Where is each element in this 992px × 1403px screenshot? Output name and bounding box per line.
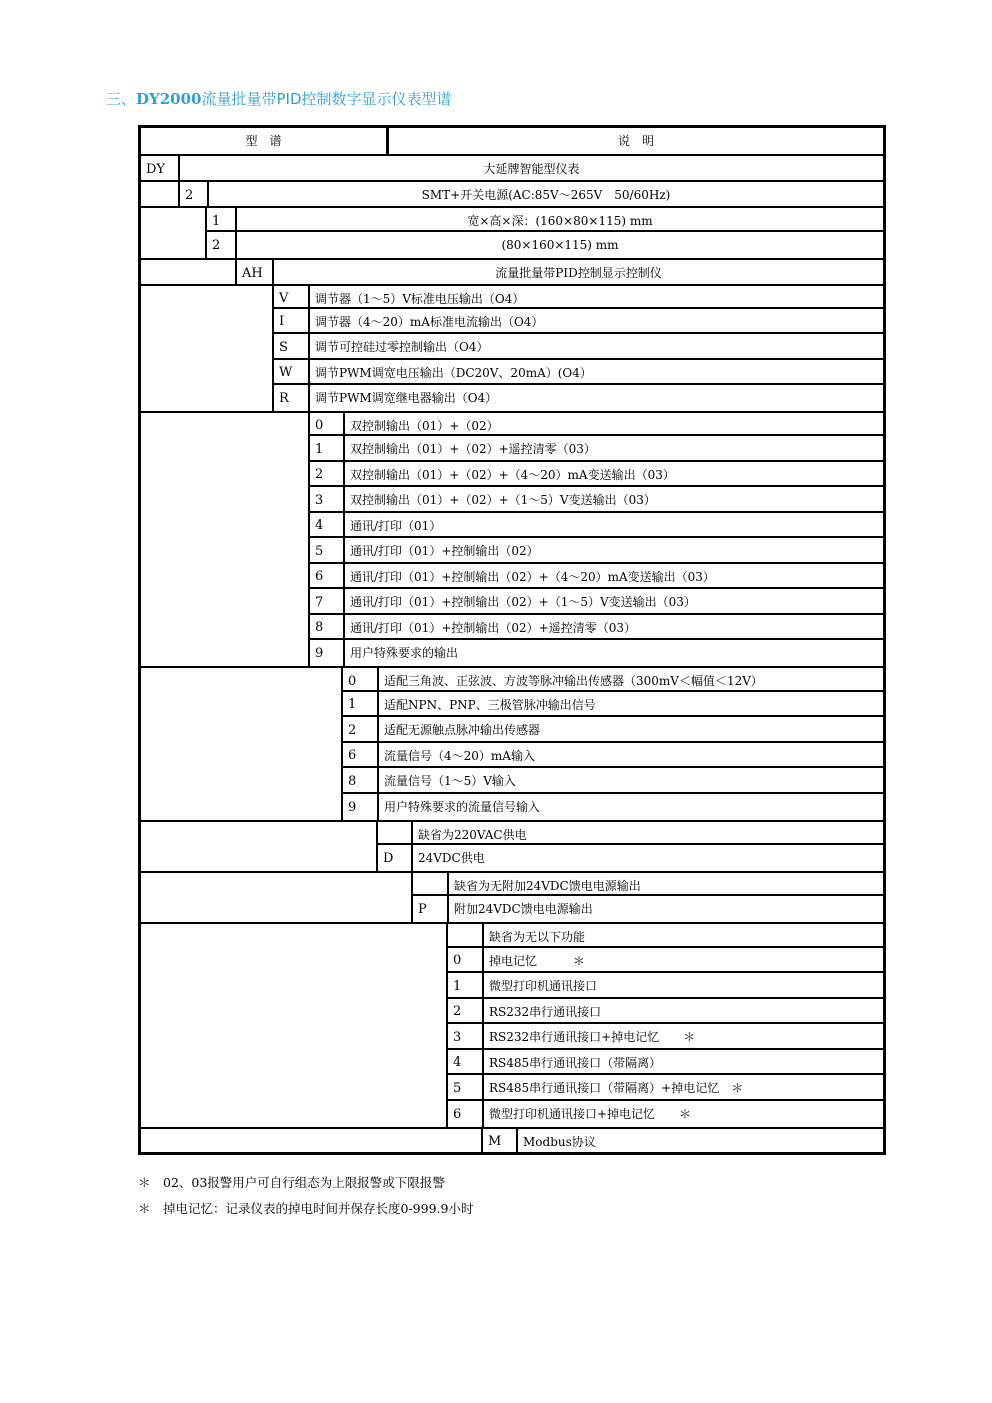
model-code: 8: [341, 768, 377, 794]
model-code: 5: [446, 1075, 482, 1101]
model-code: 0: [446, 948, 482, 973]
model-code: 2: [446, 999, 482, 1024]
model-code: 1: [446, 973, 482, 999]
model-description: 微型打印机通讯接口: [482, 973, 883, 999]
model-code: 7: [308, 589, 343, 615]
model-description: 通讯/打印（01）+控制输出（02）+（1～5）V变送输出（03）: [343, 589, 883, 615]
table-row: [141, 640, 883, 666]
model-description: 双控制输出（01）+（02）: [343, 413, 883, 438]
model-description: 微型打印机通讯接口+掉电记忆 ＊: [482, 1101, 883, 1127]
table-row: [141, 1024, 883, 1050]
model-description: 流量信号（1～5）V输入: [377, 768, 883, 794]
table-row: [141, 180, 883, 208]
model-description: 用户特殊要求的流量信号输入: [377, 794, 883, 820]
model-description: 宽×高×深：(160×80×115) mm: [235, 208, 883, 234]
table-row: [141, 1050, 883, 1075]
table-row: [141, 589, 883, 615]
table-row: [141, 513, 883, 538]
model-description: 双控制输出（01）+（02）+（1～5）V变送输出（03）: [343, 487, 883, 513]
table-row: [141, 334, 883, 360]
model-code: W: [272, 360, 308, 385]
table-row: [141, 845, 883, 871]
model-code: 6: [446, 1101, 482, 1127]
model-description: 附加24VDC馈电电源输出: [447, 896, 883, 922]
table-row: [141, 462, 883, 487]
model-description: 适配无源触点脉冲输出传感器: [377, 717, 883, 743]
table-row: [141, 538, 883, 564]
model-code: 6: [341, 743, 377, 768]
table-row: [141, 692, 883, 717]
model-description: 调节PWM调宽继电器输出（O4）: [308, 385, 883, 411]
model-code: 0: [308, 413, 343, 438]
model-description: Modbus协议: [516, 1129, 883, 1154]
model-description: 适配NPN、PNP、三极管脉冲输出信号: [377, 692, 883, 717]
table-row: [141, 615, 883, 640]
model-code: 9: [308, 640, 343, 666]
table-row: [141, 128, 883, 154]
model-description: 24VDC供电: [411, 845, 883, 871]
table-row: [141, 436, 883, 462]
model-code: 3: [446, 1024, 482, 1050]
model-description: 流量信号（4～20）mA输入: [377, 743, 883, 768]
model-code: 2: [178, 182, 207, 208]
model-code: 4: [308, 513, 343, 538]
model-description: 缺省为220VAC供电: [411, 822, 883, 847]
table-row: [141, 232, 883, 258]
table-row: [141, 743, 883, 768]
model-description: 掉电记忆 ＊: [482, 948, 883, 973]
model-code: R: [272, 385, 308, 411]
model-description: RS485串行通讯接口（带隔离）: [482, 1050, 883, 1075]
table-row: [141, 794, 883, 820]
table-row: [141, 360, 883, 385]
model-description: 通讯/打印（01）+控制输出（02）: [343, 538, 883, 564]
model-code: V: [272, 286, 308, 311]
model-code: AH: [235, 260, 272, 286]
model-code: 6: [308, 564, 343, 589]
model-description: 调节可控硅过零控制输出（O4）: [308, 334, 883, 360]
model-code: DY: [146, 161, 166, 177]
model-code: 4: [446, 1050, 482, 1075]
model-description: (80×160×115) mm: [235, 232, 883, 258]
table-row: [141, 999, 883, 1024]
model-description: 调节PWM调宽电压输出（DC20V、20mA）(O4）: [308, 360, 883, 385]
table-row: [141, 973, 883, 999]
model-code: I: [272, 309, 308, 334]
model-spectrum-table: [138, 125, 886, 1155]
model-code: 1: [308, 436, 343, 462]
table-row: [141, 896, 883, 922]
model-description: RS232串行通讯接口+掉电记忆 ＊: [482, 1024, 883, 1050]
table-row: [141, 1075, 883, 1101]
model-description: 通讯/打印（01）+控制输出（02）+遥控清零（03）: [343, 615, 883, 640]
model-description: 通讯/打印（01）+控制输出（02）+（4～20）mA变送输出（03）: [343, 564, 883, 589]
header-model: 型 谱: [245, 134, 282, 148]
model-code: S: [272, 334, 308, 360]
model-code: 3: [308, 487, 343, 513]
model-code: 1: [205, 208, 235, 234]
model-description: 双控制输出（01）+（02）+遥控清零（03）: [343, 436, 883, 462]
model-description: 大延牌智能型仪表: [178, 156, 883, 182]
model-description: 通讯/打印（01）: [343, 513, 883, 538]
model-code: 2: [341, 717, 377, 743]
page-title: 三、DY2000流量批量带PID控制数字显示仪表型谱: [106, 90, 452, 108]
model-code: 2: [308, 462, 343, 487]
model-description: 调节器（1～5）V标准电压输出（O4）: [308, 286, 883, 311]
model-description: 适配三角波、正弦波、方波等脉冲输出传感器（300mV＜幅值＜12V）: [377, 668, 883, 694]
footnote: ＊ 02、03报警用户可自行组态为上限报警或下限报警: [138, 1175, 445, 1190]
footnote: ＊ 掉电记忆：记录仪表的掉电时间并保存长度0-999.9小时: [138, 1201, 474, 1216]
table-row: [141, 487, 883, 513]
model-code: M: [481, 1129, 516, 1154]
model-description: 调节器（4～20）mA标准电流输出（O4）: [308, 309, 883, 334]
model-description: SMT+开关电源(AC:85V～265V 50/60Hz): [207, 182, 883, 208]
table-row: [141, 717, 883, 743]
model-description: RS232串行通讯接口: [482, 999, 883, 1024]
table-row: [141, 1127, 883, 1154]
model-description: 用户特殊要求的输出: [343, 640, 883, 666]
model-description: RS485串行通讯接口（带隔离）+掉电记忆 ＊: [482, 1075, 883, 1101]
model-description: 流量批量带PID控制显示控制仪: [272, 260, 883, 286]
model-code: 5: [308, 538, 343, 564]
table-row: [141, 768, 883, 794]
table-row: [141, 1101, 883, 1127]
model-code: 1: [341, 692, 377, 717]
model-code: 2: [205, 232, 235, 258]
table-row: [141, 258, 883, 286]
model-code: 8: [308, 615, 343, 640]
model-code: 0: [341, 668, 377, 694]
model-description: 双控制输出（01）+（02）+（4～20）mA变送输出（03）: [343, 462, 883, 487]
model-description: 缺省为无以下功能: [482, 924, 883, 950]
table-row: [141, 564, 883, 589]
table-row: [141, 385, 883, 411]
table-row: [141, 948, 883, 973]
table-row: [141, 154, 883, 182]
table-row: [141, 309, 883, 334]
model-code: D: [376, 845, 411, 871]
model-description: 缺省为无附加24VDC馈电电源输出: [447, 873, 883, 898]
model-code: 9: [341, 794, 377, 820]
header-description: 说 明: [386, 128, 883, 154]
model-code: P: [411, 896, 447, 922]
